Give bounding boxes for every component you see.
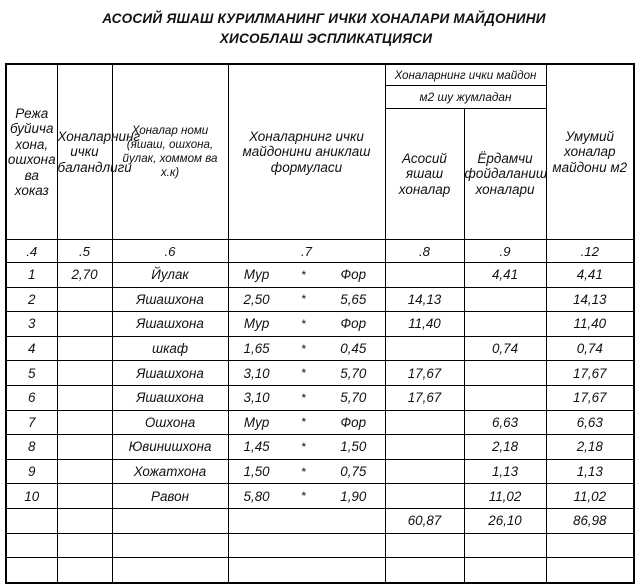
cell-auxiliary-area: [464, 385, 546, 410]
cell-main-living-area: [385, 410, 464, 435]
cell-main-living-area: 11,40: [385, 312, 464, 337]
formula-operand-b: 1,90: [340, 488, 367, 504]
table-row: [6, 435, 634, 460]
cell-total-area: 14,13: [546, 287, 634, 312]
formula-operand-b: Фор: [340, 414, 367, 430]
cell-room-name: [112, 558, 228, 583]
formula-operator: *: [301, 464, 306, 479]
cell-room-height: [57, 558, 112, 583]
cell-auxiliary-area: [464, 312, 546, 337]
formula-operand-a: Мур: [243, 414, 270, 430]
cell-room-height: [57, 312, 112, 337]
formula-operand-b: Фор: [340, 267, 367, 283]
cell-auxiliary-area: [464, 287, 546, 312]
table-totals-row: [6, 508, 634, 533]
header-col-height: Хоналарнинг ички баландлиги: [57, 64, 112, 240]
formula-operand-b: 0,45: [340, 341, 367, 357]
cell-room-height: 2,70: [57, 263, 112, 288]
document-title: [0, 0, 642, 49]
table-row: [6, 459, 634, 484]
cell-area-formula: [228, 533, 385, 558]
formula-operand-a: Мур: [243, 267, 270, 283]
cell-auxiliary-area: 26,10: [464, 508, 546, 533]
header-col-plan: Режа буйича хона, ошхона ва хоказ: [6, 64, 57, 240]
table-row: [6, 484, 634, 509]
cell-main-living-area: [385, 533, 464, 558]
cell-room-name: Яшашхона: [112, 312, 228, 337]
cell-plan-index: [6, 558, 57, 583]
cell-total-area: 1,13: [546, 459, 634, 484]
cell-total-area: 2,18: [546, 435, 634, 460]
formula-operator: *: [301, 341, 306, 356]
cell-area-formula: [228, 312, 385, 337]
cell-room-height: [57, 336, 112, 361]
cell-room-height: [57, 533, 112, 558]
formula-operand-a: 1,50: [243, 464, 270, 480]
colnum-plan: .4: [6, 240, 57, 263]
cell-room-name: Яшашхона: [112, 385, 228, 410]
formula-operator: *: [301, 366, 306, 381]
title-line-2: ХИСОБЛАШ ЭСПЛИКАТЦИЯСИ: [219, 31, 433, 46]
cell-main-living-area: 60,87: [385, 508, 464, 533]
header-col-formula: Хоналарнинг ички майдонини аниклаш формуласи: [228, 64, 385, 240]
colnum-name: .6: [112, 240, 228, 263]
cell-main-living-area: [385, 459, 464, 484]
cell-room-height: [57, 484, 112, 509]
formula-operator: *: [301, 292, 306, 307]
cell-room-height: [57, 287, 112, 312]
formula-operand-b: Фор: [340, 316, 367, 332]
cell-main-living-area: [385, 263, 464, 288]
cell-area-formula: [228, 508, 385, 533]
cell-area-formula: [228, 435, 385, 460]
formula-operand-b: 5,70: [340, 390, 367, 406]
cell-plan-index: 10: [6, 484, 57, 509]
cell-room-name: Равон: [112, 484, 228, 509]
header-group-area-line1: Хоналарнинг ички майдон: [385, 64, 546, 86]
table-row: [6, 336, 634, 361]
cell-room-name: Йулак: [112, 263, 228, 288]
cell-total-area: 11,40: [546, 312, 634, 337]
cell-main-living-area: [385, 484, 464, 509]
column-number-row: [6, 240, 634, 263]
cell-total-area: [546, 533, 634, 558]
cell-area-formula: [228, 459, 385, 484]
header-col-name: Хоналар номи (яшаш, ошхона, йулак, хоммом ва х.к): [112, 64, 228, 240]
cell-room-name: [112, 508, 228, 533]
cell-auxiliary-area: 2,18: [464, 435, 546, 460]
colnum-main: .8: [385, 240, 464, 263]
cell-total-area: 17,67: [546, 361, 634, 386]
cell-room-name: Яшашхона: [112, 287, 228, 312]
formula-operand-b: 5,65: [340, 291, 367, 307]
table-row: [6, 312, 634, 337]
cell-plan-index: 1: [6, 263, 57, 288]
cell-plan-index: 7: [6, 410, 57, 435]
cell-main-living-area: [385, 336, 464, 361]
formula-operand-a: 1,65: [243, 341, 270, 357]
cell-area-formula: [228, 484, 385, 509]
cell-room-name: Яшашхона: [112, 361, 228, 386]
cell-room-name: Ювинишхона: [112, 435, 228, 460]
table-row: [6, 385, 634, 410]
formula-operand-a: 3,10: [243, 365, 270, 381]
formula-operator: *: [301, 316, 306, 331]
formula-operand-a: Мур: [243, 316, 270, 332]
cell-room-height: [57, 435, 112, 460]
cell-main-living-area: [385, 558, 464, 583]
cell-plan-index: 6: [6, 385, 57, 410]
table-blank-row: [6, 533, 634, 558]
cell-total-area: 17,67: [546, 385, 634, 410]
formula-operator: *: [301, 390, 306, 405]
formula-operand-a: 2,50: [243, 291, 270, 307]
cell-auxiliary-area: [464, 558, 546, 583]
cell-auxiliary-area: 4,41: [464, 263, 546, 288]
colnum-formula: .7: [228, 240, 385, 263]
cell-plan-index: 8: [6, 435, 57, 460]
cell-plan-index: [6, 533, 57, 558]
cell-plan-index: 3: [6, 312, 57, 337]
cell-total-area: 4,41: [546, 263, 634, 288]
cell-area-formula: [228, 361, 385, 386]
colnum-total: .12: [546, 240, 634, 263]
cell-auxiliary-area: [464, 361, 546, 386]
cell-plan-index: 2: [6, 287, 57, 312]
cell-room-name: [112, 533, 228, 558]
cell-main-living-area: 14,13: [385, 287, 464, 312]
cell-room-name: Ошхона: [112, 410, 228, 435]
cell-area-formula: [228, 410, 385, 435]
cell-room-name: шкаф: [112, 336, 228, 361]
cell-plan-index: 4: [6, 336, 57, 361]
table-blank-row: [6, 558, 634, 583]
cell-plan-index: 5: [6, 361, 57, 386]
header-row-main: [6, 64, 634, 86]
cell-area-formula: [228, 263, 385, 288]
cell-main-living-area: [385, 435, 464, 460]
cell-main-living-area: 17,67: [385, 385, 464, 410]
cell-total-area: 11,02: [546, 484, 634, 509]
header-col-aux: Ёрдамчи фойдаланиш хоналари: [464, 109, 546, 240]
table-row: [6, 263, 634, 288]
header-col-total: Умумий хоналар майдони м2: [546, 64, 634, 240]
cell-area-formula: [228, 336, 385, 361]
cell-auxiliary-area: 6,63: [464, 410, 546, 435]
cell-plan-index: [6, 508, 57, 533]
cell-total-area: 6,63: [546, 410, 634, 435]
formula-operand-a: 5,80: [243, 488, 270, 504]
explication-table: [5, 63, 635, 584]
cell-room-height: [57, 410, 112, 435]
table-row: [6, 287, 634, 312]
cell-auxiliary-area: 11,02: [464, 484, 546, 509]
cell-main-living-area: 17,67: [385, 361, 464, 386]
table-body: [6, 263, 634, 583]
title-line-1: АСОСИЙ ЯШАШ КУРИЛМАНИНГ ИЧКИ ХОНАЛАРИ МАЙДОНИНИ: [102, 11, 546, 26]
cell-room-height: [57, 508, 112, 533]
colnum-aux: .9: [464, 240, 546, 263]
formula-operand-a: 1,45: [243, 439, 270, 455]
cell-auxiliary-area: 0,74: [464, 336, 546, 361]
cell-area-formula: [228, 385, 385, 410]
formula-operand-b: 0,75: [340, 464, 367, 480]
cell-area-formula: [228, 558, 385, 583]
cell-plan-index: 9: [6, 459, 57, 484]
cell-total-area: 86,98: [546, 508, 634, 533]
table-header: [6, 64, 634, 263]
formula-operand-b: 1,50: [340, 439, 367, 455]
cell-auxiliary-area: [464, 533, 546, 558]
colnum-height: .5: [57, 240, 112, 263]
formula-operator: *: [301, 489, 306, 504]
formula-operand-a: 3,10: [243, 390, 270, 406]
cell-room-name: Хожатхона: [112, 459, 228, 484]
formula-operator: *: [301, 415, 306, 430]
cell-area-formula: [228, 287, 385, 312]
explication-table-container: [5, 63, 635, 584]
cell-room-height: [57, 385, 112, 410]
formula-operator: *: [301, 267, 306, 282]
cell-room-height: [57, 459, 112, 484]
table-row: [6, 410, 634, 435]
cell-total-area: 0,74: [546, 336, 634, 361]
cell-auxiliary-area: 1,13: [464, 459, 546, 484]
cell-total-area: [546, 558, 634, 583]
cell-room-height: [57, 361, 112, 386]
formula-operand-b: 5,70: [340, 365, 367, 381]
header-col-main: Асосий яшаш хоналар: [385, 109, 464, 240]
header-group-area-line2: м2 шу жумладан: [385, 86, 546, 109]
formula-operator: *: [301, 439, 306, 454]
table-row: [6, 361, 634, 386]
